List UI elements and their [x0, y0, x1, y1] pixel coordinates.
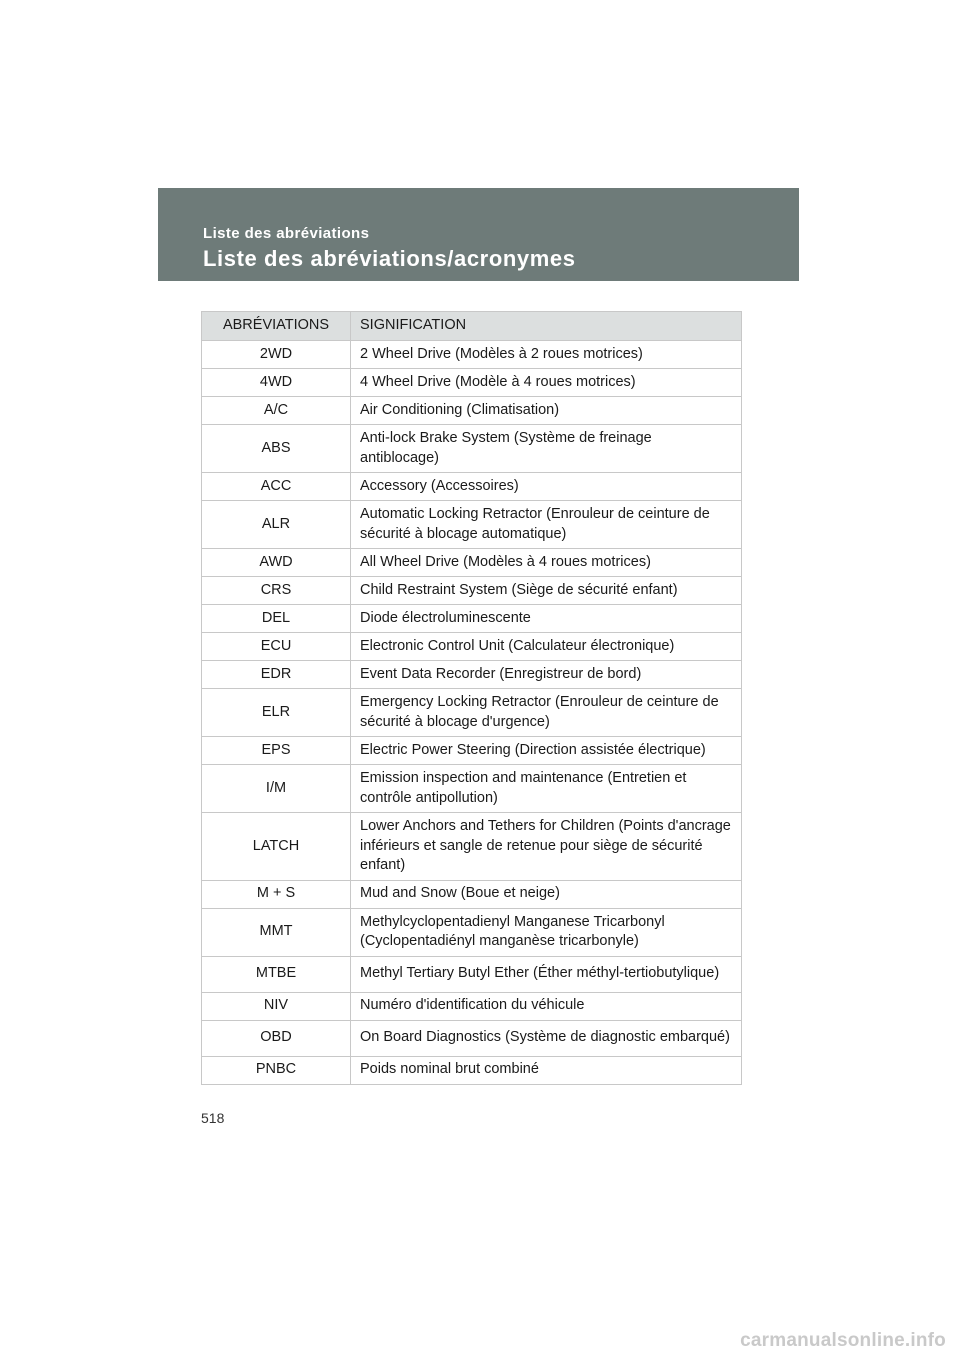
- table-row: [202, 908, 742, 956]
- meaning-cell: Poids nominal brut combiné: [351, 1056, 742, 1084]
- abbreviation-cell: I/M: [202, 765, 351, 813]
- table-row: [202, 689, 742, 737]
- table-row: [202, 633, 742, 661]
- table-row: [202, 661, 742, 689]
- meaning-cell: Emergency Locking Retractor (Enrouleur de ceinture de sécurité à blocage d'urgence): [351, 689, 742, 737]
- table-row: [202, 577, 742, 605]
- column-header-abbreviations: ABRÉVIATIONS: [202, 312, 351, 341]
- abbreviation-cell: PNBC: [202, 1056, 351, 1084]
- table-row: [202, 369, 742, 397]
- abbreviation-cell: A/C: [202, 397, 351, 425]
- abbreviation-cell: DEL: [202, 605, 351, 633]
- meaning-cell: Automatic Locking Retractor (Enrouleur de ceinture de sécurité à blocage automatique): [351, 501, 742, 549]
- table-row: [202, 501, 742, 549]
- meaning-cell: 4 Wheel Drive (Modèle à 4 roues motrices): [351, 369, 742, 397]
- abbreviation-cell: M + S: [202, 880, 351, 908]
- abbreviation-cell: NIV: [202, 992, 351, 1020]
- table-row: [202, 880, 742, 908]
- table-row: [202, 605, 742, 633]
- table-row: [202, 397, 742, 425]
- table-row: [202, 956, 742, 992]
- abbreviation-cell: ACC: [202, 473, 351, 501]
- abbreviation-cell: OBD: [202, 1020, 351, 1056]
- abbreviation-cell: LATCH: [202, 813, 351, 881]
- abbreviation-cell: CRS: [202, 577, 351, 605]
- meaning-cell: Child Restraint System (Siège de sécurité enfant): [351, 577, 742, 605]
- table-row: [202, 1056, 742, 1084]
- abbreviation-cell: EDR: [202, 661, 351, 689]
- abbreviation-cell: EPS: [202, 737, 351, 765]
- meaning-cell: Electronic Control Unit (Calculateur électronique): [351, 633, 742, 661]
- meaning-cell: Lower Anchors and Tethers for Children (Points d'ancrage inférieurs et sangle de retenue pour siège de sécurité enfant): [351, 813, 742, 881]
- meaning-cell: Emission inspection and maintenance (Entretien et contrôle antipollution): [351, 765, 742, 813]
- table-row: [202, 1020, 742, 1056]
- abbreviation-cell: MTBE: [202, 956, 351, 992]
- table-row: [202, 425, 742, 473]
- meaning-cell: Numéro d'identification du véhicule: [351, 992, 742, 1020]
- abbreviation-cell: ALR: [202, 501, 351, 549]
- table-row: [202, 341, 742, 369]
- column-header-meaning: SIGNIFICATION: [351, 312, 742, 341]
- meaning-cell: Methyl Tertiary Butyl Ether (Éther méthyl-tertiobutylique): [351, 956, 742, 992]
- meaning-cell: On Board Diagnostics (Système de diagnostic embarqué): [351, 1020, 742, 1056]
- abbreviations-table: [201, 311, 742, 1085]
- table-header-row: [202, 312, 742, 341]
- table-row: [202, 549, 742, 577]
- meaning-cell: Event Data Recorder (Enregistreur de bord): [351, 661, 742, 689]
- abbreviation-cell: AWD: [202, 549, 351, 577]
- abbreviation-cell: ELR: [202, 689, 351, 737]
- section-label: Liste des abréviations: [203, 225, 370, 242]
- meaning-cell: Accessory (Accessoires): [351, 473, 742, 501]
- table-row: [202, 813, 742, 881]
- meaning-cell: 2 Wheel Drive (Modèles à 2 roues motrices): [351, 341, 742, 369]
- abbreviation-cell: 4WD: [202, 369, 351, 397]
- table-row: [202, 765, 742, 813]
- page-number: 518: [201, 1110, 225, 1126]
- abbreviation-cell: MMT: [202, 908, 351, 956]
- page-title: Liste des abréviations/acronymes: [203, 246, 576, 271]
- abbreviation-cell: ABS: [202, 425, 351, 473]
- abbreviation-cell: ECU: [202, 633, 351, 661]
- meaning-cell: Diode électroluminescente: [351, 605, 742, 633]
- table-row: [202, 992, 742, 1020]
- meaning-cell: Anti-lock Brake System (Système de freinage antiblocage): [351, 425, 742, 473]
- meaning-cell: Electric Power Steering (Direction assistée électrique): [351, 737, 742, 765]
- table-row: [202, 473, 742, 501]
- watermark: carmanualsonline.info: [740, 1330, 946, 1351]
- abbreviation-cell: 2WD: [202, 341, 351, 369]
- table-body: [202, 341, 742, 1085]
- meaning-cell: All Wheel Drive (Modèles à 4 roues motrices): [351, 549, 742, 577]
- meaning-cell: Methylcyclopentadienyl Manganese Tricarbonyl (Cyclopentadiényl manganèse tricarbonyle): [351, 908, 742, 956]
- table-row: [202, 737, 742, 765]
- meaning-cell: Mud and Snow (Boue et neige): [351, 880, 742, 908]
- meaning-cell: Air Conditioning (Climatisation): [351, 397, 742, 425]
- section-header: [158, 188, 799, 281]
